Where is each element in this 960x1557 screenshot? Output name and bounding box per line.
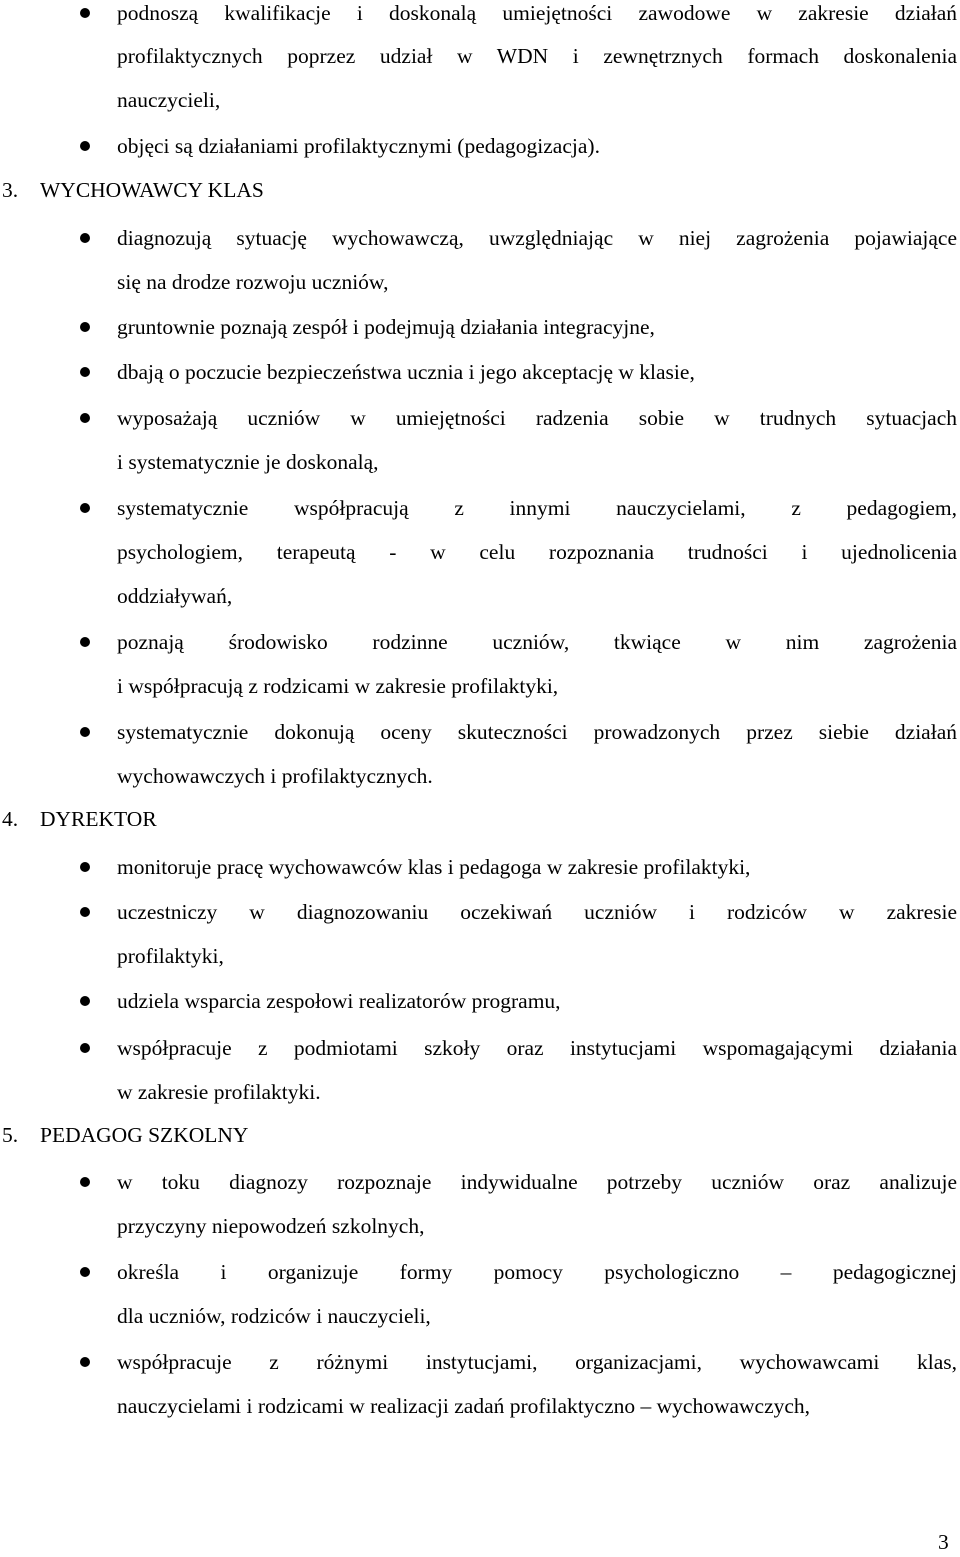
list-item-line: systematycznie dokonują oceny skuteczności prowadzonych przez siebie działań [117, 720, 957, 744]
bullet-icon [80, 8, 90, 18]
bullet-icon [80, 503, 90, 513]
section-number: 5. [2, 1123, 19, 1147]
list-item-line: i systematycznie je doskonalą, [117, 450, 379, 474]
bullet-icon [80, 233, 90, 243]
bullet-icon [80, 1267, 90, 1277]
list-item-line: poznają środowisko rodzinne uczniów, tkwiące w nim zagrożenia [117, 630, 957, 654]
list-item-line: współpracuje z podmiotami szkoły oraz instytucjami wspomagającymi działania [117, 1036, 957, 1060]
list-item-line: współpracuje z różnymi instytucjami, organizacjami, wychowawcami klas, [117, 1350, 957, 1374]
list-item-line: diagnozują sytuację wychowawczą, uwzględniając w niej zagrożenia pojawiające [117, 226, 957, 250]
list-item-line: dla uczniów, rodziców i nauczycieli, [117, 1304, 431, 1328]
bullet-icon [80, 1043, 90, 1053]
section-heading [2, 1120, 248, 1150]
list-item-line: profilaktycznych poprzez udział w WDN i zewnętrznych formach doskonalenia [117, 44, 957, 68]
list-item-line: psychologiem, terapeutą - w celu rozpoznania trudności i ujednolicenia [117, 540, 957, 564]
section-number: 3. [2, 178, 19, 202]
list-item-line: gruntownie poznają zespół i podejmują działania integracyjne, [117, 315, 655, 339]
list-item-line: określa i organizuje formy pomocy psychologiczno – pedagogicznej [117, 1260, 957, 1284]
bullet-icon [80, 637, 90, 647]
section-heading [2, 175, 264, 205]
list-item-line: przyczyny niepowodzeń szkolnych, [117, 1214, 425, 1238]
section-heading [2, 804, 157, 834]
list-item-line: w zakresie profilaktyki. [117, 1080, 321, 1104]
list-item-line: dbają o poczucie bezpieczeństwa ucznia i jego akceptację w klasie, [117, 360, 695, 384]
section-title: WYCHOWAWCY KLAS [40, 178, 264, 202]
bullet-icon [80, 907, 90, 917]
list-item-line: systematycznie współpracują z innymi nauczycielami, z pedagogiem, [117, 496, 957, 520]
list-item-line: wyposażają uczniów w umiejętności radzenia sobie w trudnych sytuacjach [117, 406, 957, 430]
section-number: 4. [2, 807, 19, 831]
list-item-line: nauczycielami i rodzicami w realizacji zadań profilaktyczno – wychowawczych, [117, 1394, 811, 1418]
bullet-icon [80, 141, 90, 151]
list-item-line: podnoszą kwalifikacje i doskonalą umiejętności zawodowe w zakresie działań [117, 1, 957, 25]
bullet-icon [80, 322, 90, 332]
bullet-icon [80, 367, 90, 377]
list-item-line: oddziaływań, [117, 584, 233, 608]
section-title: DYREKTOR [40, 807, 157, 831]
list-item-line: uczestniczy w diagnozowaniu oczekiwań uczniów i rodziców w zakresie [117, 900, 957, 924]
list-item-line: w toku diagnozy rozpoznaje indywidualne potrzeby uczniów oraz analizuje [117, 1170, 957, 1194]
list-item-line: i współpracują z rodzicami w zakresie profilaktyki, [117, 674, 559, 698]
bullet-icon [80, 727, 90, 737]
page-number: 3 [938, 1530, 949, 1554]
bullet-icon [80, 996, 90, 1006]
list-item-line: profilaktyki, [117, 944, 224, 968]
list-item-line: nauczycieli, [117, 88, 221, 112]
list-item-line: objęci są działaniami profilaktycznymi (pedagogizacja). [117, 134, 600, 158]
bullet-icon [80, 1177, 90, 1187]
list-item-line: monitoruje pracę wychowawców klas i pedagoga w zakresie profilaktyki, [117, 855, 751, 879]
bullet-icon [80, 413, 90, 423]
list-item-line: udziela wsparcia zespołowi realizatorów programu, [117, 989, 561, 1013]
bullet-icon [80, 1357, 90, 1367]
section-title: PEDAGOG SZKOLNY [40, 1123, 249, 1147]
bullet-icon [80, 862, 90, 872]
list-item-line: się na drodze rozwoju uczniów, [117, 270, 389, 294]
list-item-line: wychowawczych i profilaktycznych. [117, 764, 433, 788]
